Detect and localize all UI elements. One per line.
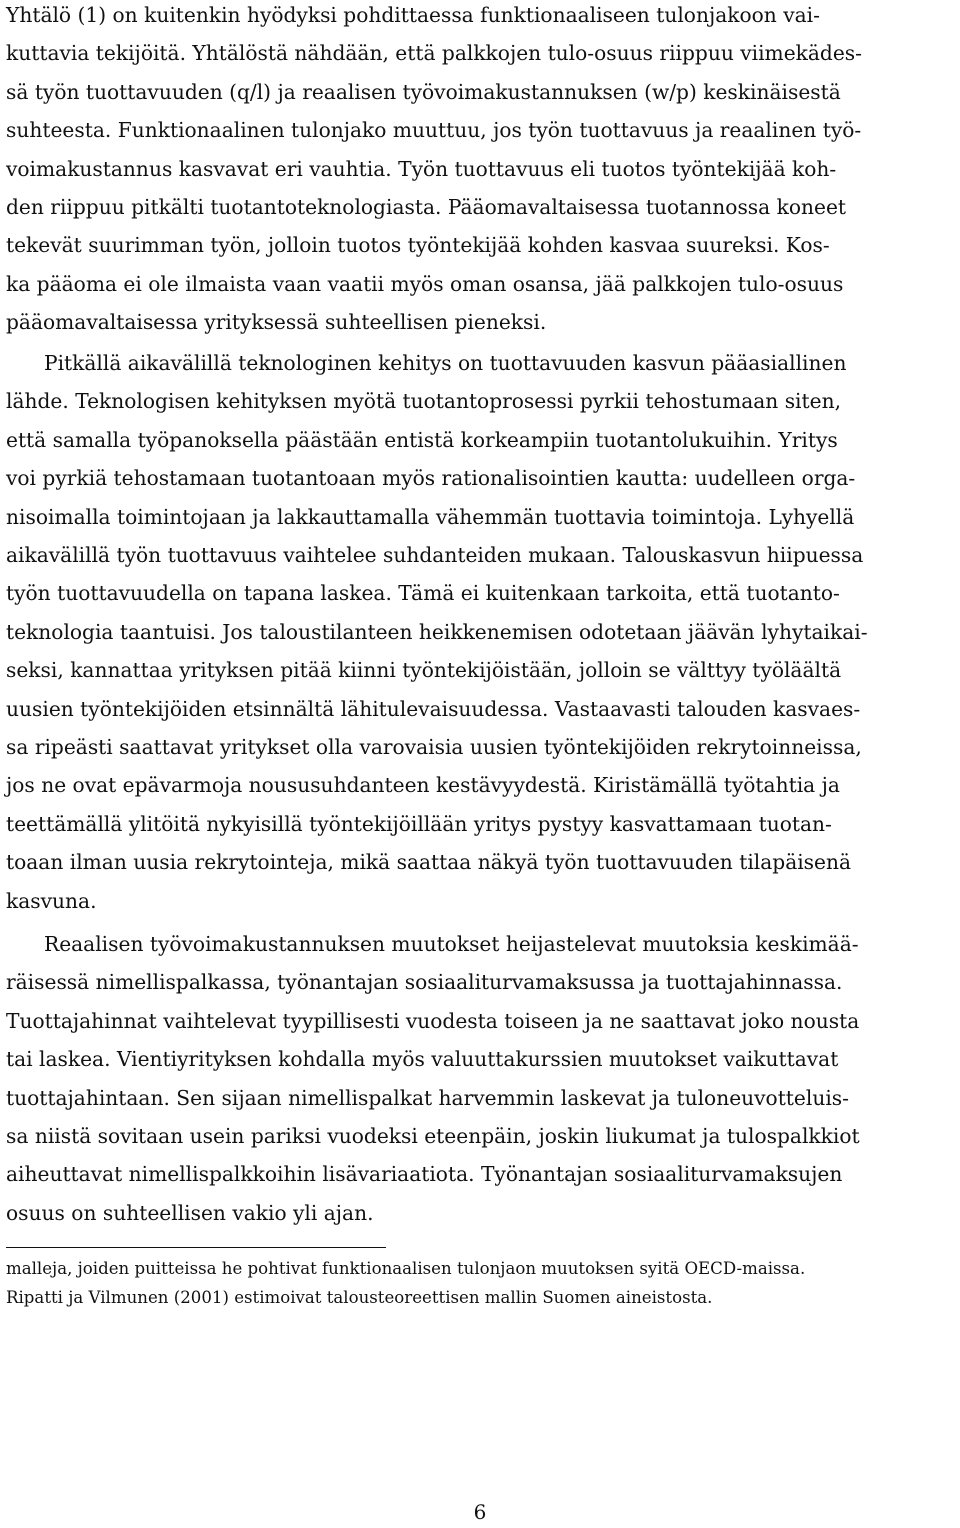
paragraph-3 bbox=[6, 925, 860, 1232]
text-line: toaan ilman uusia rekrytointeja, mikä saattaa näkyä työn tuottavuuden tilapäisenä bbox=[6, 850, 852, 875]
text-line: että samalla työpanoksella päästään entistä korkeampiin tuotantolukuihin. Yritys bbox=[6, 427, 838, 452]
text-line: kasvuna. bbox=[6, 888, 97, 913]
text-line: teettämällä ylitöitä nykyisillä työntekijöillään yritys pystyy kasvattamaan tuotan- bbox=[6, 811, 832, 836]
text-line: Reaalisen työvoimakustannuksen muutokset heijastelevat muutoksia keskimää- bbox=[44, 932, 859, 956]
footnote-line: malleja, joiden puitteissa he pohtivat funktionaalisen tulonjaon muutoksen syitä OECD-maissa. bbox=[6, 1259, 806, 1278]
text-line: osuus on suhteellisen vakio yli ajan. bbox=[6, 1200, 374, 1225]
text-line: jos ne ovat epävarmoja noususuhdanteen kestävyydestä. Kiristämällä työtahtia ja bbox=[6, 773, 840, 798]
text-line: tai laskea. Vientiyrityksen kohdalla myös valuuttakurssien muutokset vaikuttavat bbox=[6, 1047, 839, 1072]
text-line: sä työn tuottavuuden (q/l) ja reaalisen työvoimakustannuksen (w/p) keskinäisestä bbox=[6, 79, 841, 104]
page-number: 6 bbox=[473, 1500, 487, 1524]
text-line: aiheuttavat nimellispalkkoihin lisävariaatiota. Työnantajan sosiaaliturvamaksujen bbox=[6, 1162, 843, 1187]
text-line: teknologia taantuisi. Jos taloustilanteen heikkenemisen odotetaan jäävän lyhytaikai- bbox=[6, 619, 868, 644]
text-line: lähde. Teknologisen kehityksen myötä tuotantoprosessi pyrkii tehostumaan siten, bbox=[6, 389, 841, 414]
text-line: sa niistä sovitaan usein pariksi vuodeksi eteenpäin, joskin liukumat ja tulospalkkiot bbox=[6, 1124, 860, 1149]
footnote-divider bbox=[6, 1247, 386, 1248]
text-line: tekevät suurimman työn, jolloin tuotos työntekijää kohden kasvaa suureksi. Kos- bbox=[6, 233, 830, 258]
text-line: ka pääoma ei ole ilmaista vaan vaatii myös oman osansa, jää palkkojen tulo-osuus bbox=[6, 271, 844, 296]
paragraph-2 bbox=[6, 344, 868, 920]
text-line: nisoimalla toimintojaan ja lakkauttamalla vähemmän tuottavia toimintoja. Lyhyellä bbox=[6, 504, 855, 529]
text-line: suhteesta. Funktionaalinen tulonjako muuttuu, jos työn tuottavuus ja reaalinen työ- bbox=[6, 118, 862, 143]
text-line: voi pyrkiä tehostamaan tuotantoaan myös rationalisointien kautta: uudelleen orga- bbox=[6, 466, 856, 491]
text-line: seksi, kannattaa yrityksen pitää kiinni työntekijöistään, jolloin se välttyy työläältä bbox=[6, 658, 842, 683]
text-line: tuottajahintaan. Sen sijaan nimellispalkat harvemmin laskevat ja tuloneuvotteluis- bbox=[6, 1085, 849, 1110]
footnote bbox=[6, 1254, 805, 1312]
text-line: pääomavaltaisessa yrityksessä suhteellisen pieneksi. bbox=[6, 310, 547, 335]
text-line: sa ripeästi saattavat yritykset olla varovaisia uusien työntekijöiden rekrytoinneissa, bbox=[6, 735, 862, 760]
text-line: Yhtälö (1) on kuitenkin hyödyksi pohdittaessa funktionaaliseen tulonjakoon vai- bbox=[6, 3, 820, 27]
text-line: uusien työntekijöiden etsinnältä lähitulevaisuudessa. Vastaavasti talouden kasvaes- bbox=[6, 696, 861, 721]
text-line: aikavälillä työn tuottavuus vaihtelee suhdanteiden mukaan. Talouskasvun hiipuessa bbox=[6, 543, 864, 568]
text-line: räisessä nimellispalkassa, työnantajan sosiaaliturvamaksussa ja tuottajahinnassa. bbox=[6, 970, 843, 995]
text-line: Pitkällä aikavälillä teknologinen kehitys on tuottavuuden kasvun pääasiallinen bbox=[44, 351, 847, 375]
paragraph-1 bbox=[6, 0, 862, 342]
text-line: työn tuottavuudella on tapana laskea. Tämä ei kuitenkaan tarkoita, että tuotanto- bbox=[6, 581, 840, 606]
text-line: voimakustannus kasvavat eri vauhtia. Työn tuottavuus eli tuotos työntekijää koh- bbox=[6, 156, 837, 181]
text-line: den riippuu pitkälti tuotantoteknologiasta. Pääomavaltaisessa tuotannossa koneet bbox=[6, 195, 847, 220]
text-line: Tuottajahinnat vaihtelevat tyypillisesti vuodesta toiseen ja ne saattavat joko nousta bbox=[6, 1008, 860, 1033]
footnote-line: Ripatti ja Vilmunen (2001) estimoivat talousteoreettisen mallin Suomen aineistosta. bbox=[6, 1288, 713, 1307]
text-line: kuttavia tekijöitä. Yhtälöstä nähdään, että palkkojen tulo-osuus riippuu viimekädes- bbox=[6, 41, 862, 66]
